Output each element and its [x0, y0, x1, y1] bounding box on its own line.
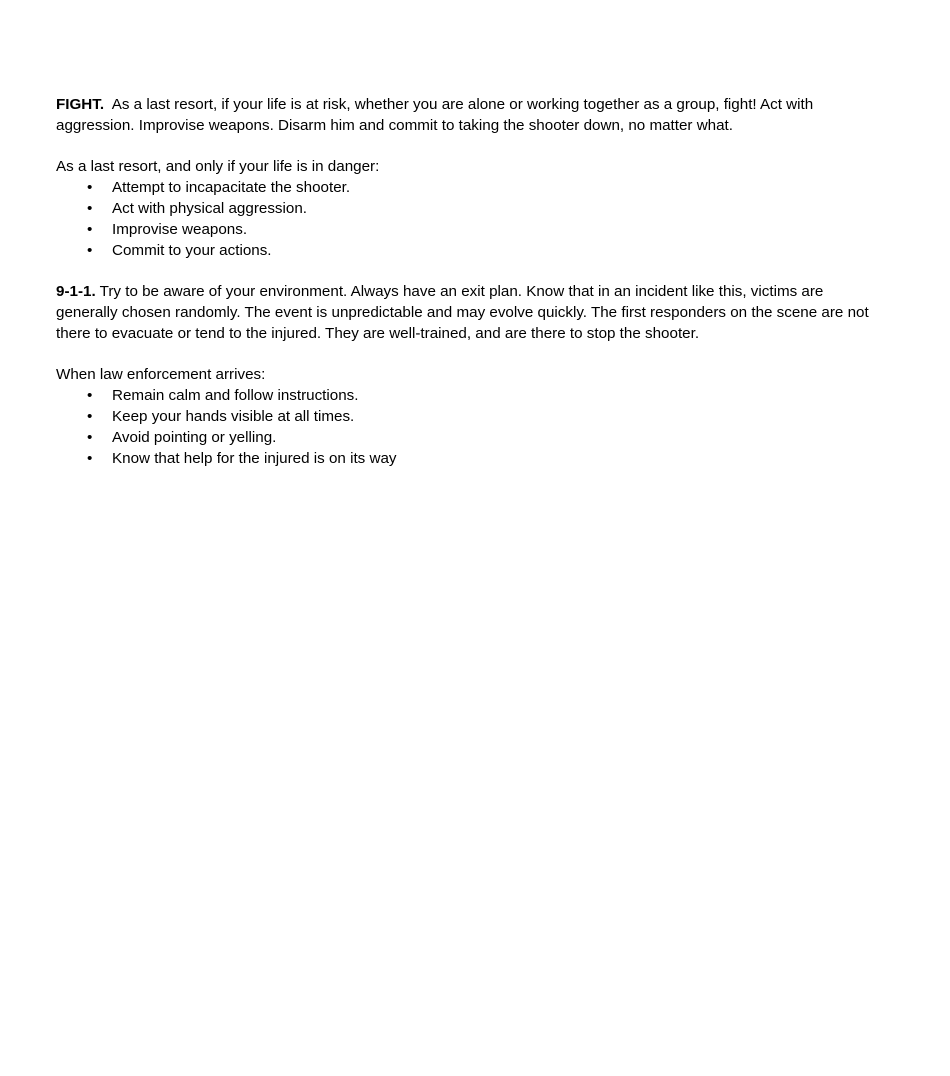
list-item [56, 178, 886, 199]
list-item-text: Commit to your actions. [112, 241, 272, 259]
law-intro: When law enforcement arrives: [56, 366, 266, 384]
list-item [56, 428, 886, 449]
fight-paragraph [56, 95, 886, 137]
spacer [56, 345, 886, 366]
bullet-icon: • [87, 241, 93, 259]
bullet-icon: • [87, 387, 93, 405]
list-item [56, 199, 886, 220]
list-item [56, 241, 886, 262]
call911-text: Try to be aware of your environment. Always have an exit plan. Know that in an incident like this, victims are generally chosen randomly. The event is unpredictable and may evolve quickly. The first responders on the scene are not there to evacuate or tend to the injured. They are well-trained, and are there to stop the shooter. [56, 283, 869, 342]
list-item [56, 220, 886, 241]
list-item-text: Avoid pointing or yelling. [112, 428, 277, 446]
fight-text: As a last resort, if your life is at risk, whether you are alone or working together as a group, fight! Act with aggression. Improvise weapons. Disarm him and commit to taking the shooter down, no matter what. [56, 96, 814, 134]
list-item [56, 449, 886, 470]
list-item [56, 407, 886, 428]
bullet-icon: • [87, 428, 93, 446]
document-page [56, 95, 886, 469]
bullet-icon: • [87, 199, 93, 217]
list-item-text: Improvise weapons. [112, 220, 248, 238]
bullet-icon: • [87, 179, 93, 197]
list-item-text: Attempt to incapacitate the shooter. [112, 179, 351, 197]
list-item-text: Remain calm and follow instructions. [112, 387, 359, 405]
list-item-text: Act with physical aggression. [112, 199, 307, 217]
bullet-icon: • [87, 449, 93, 467]
call911-heading: 9-1-1. [56, 283, 96, 301]
danger-bullet-list [56, 178, 886, 261]
law-bullet-list [56, 386, 886, 469]
list-item-text: Know that help for the injured is on its way [112, 449, 397, 467]
list-item [56, 386, 886, 407]
fight-heading: FIGHT. [56, 96, 105, 113]
list-item-text: Keep your hands visible at all times. [112, 407, 355, 425]
bullet-icon: • [87, 220, 93, 238]
spacer [56, 137, 886, 158]
spacer [56, 261, 886, 282]
call911-paragraph [56, 282, 886, 344]
danger-intro: As a last resort, and only if your life is in danger: [56, 158, 380, 176]
bullet-icon: • [87, 407, 93, 425]
